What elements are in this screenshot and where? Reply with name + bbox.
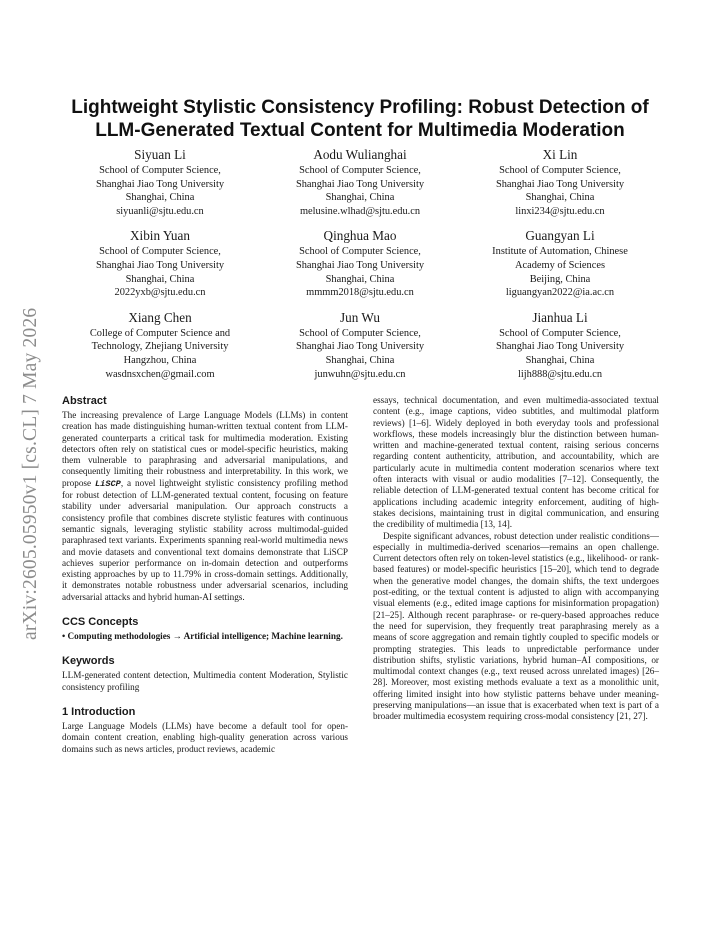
author-card	[60, 147, 260, 218]
author-affiliation: College of Computer Science and	[89, 327, 231, 339]
author-row	[60, 310, 660, 381]
author-block	[60, 147, 660, 391]
introduction-paragraph: Despite significant advances, robust detection under realistic conditions—especially in multimedia-derived scenarios—remains an open challenge. Current detectors often rely on token-level statistics (e.g., likelihood- or rank-based features) or model-specific heuristics [15–20], which tend to degrade when the generative model changes, the domain shifts, the text undergoes post-editing, or the textual content is adjusted to align with accompanying visual elements (e.g., edited image captions for misinformation propagation) [21–25]. Although recent paraphrase- or re-query-based approaches reduce the need for supervision, they frequently treat paraphrasing merely as a means of score aggregation and remain tightly coupled to specific models or prompting strategies. This leads to unpredictable performance under distribution shifts, stylistic variations, hybrid human–AI compositions, or multimodal context changes (e.g., text reused across unrelated images) [26–28]. Moreover, most existing methods evaluate a text as a monolithic unit, offering limited insight into how stylistic patterns behave under meaning-preserving manipulations—an issue that is exacerbated when text is part of a broader multimedia ecosystem requiring cross-modal consistency [21, 27].	[373, 530, 659, 722]
introduction-heading: 1 Introduction	[62, 705, 136, 718]
author-card	[460, 147, 660, 218]
author-row	[60, 228, 660, 299]
author-location: Shanghai, China	[325, 354, 395, 366]
author-location: Shanghai, China	[525, 192, 595, 204]
author-name: Siyuan Li	[134, 147, 186, 162]
author-affiliation: Shanghai Jiao Tong University	[295, 341, 425, 353]
author-card	[260, 228, 460, 299]
author-affiliation: Shanghai Jiao Tong University	[495, 178, 625, 190]
author-card	[260, 147, 460, 218]
author-name: Qinghua Mao	[323, 228, 397, 244]
author-email: melusine.wlhad@sjtu.edu.cn	[299, 205, 421, 217]
author-email: wasdnsxchen@gmail.com	[105, 368, 215, 380]
abstract-heading: Abstract	[62, 395, 107, 407]
author-affiliation: Academy of Sciences	[514, 259, 605, 271]
author-affiliation: School of Computer Science,	[299, 246, 421, 258]
author-affiliation: School of Computer Science,	[99, 246, 221, 258]
abstract-part-2: , a novel lightweight stylistic consistency profiling method for robust detection of LLM-generated textual content, focusing on feature stability under adversarial manipulation. Our approach constructs a consistency profile that combines discrete stylistic features with continuous semantic signals, leveraging stylistic stability across multimodal-guided paraphrased text variants. Experiments spanning real-world multimedia news and movie datasets and conventional text domains demonstrate that LiSCP achieves superior performance on in-domain detection and outperforms existing approaches by up to 11.79% in cross-domain settings. Additionally, it demonstrates notable robustness under adversarial scenarios, including adversarial attacks and hybrid human-AI settings.	[62, 477, 349, 602]
paper-title	[40, 96, 680, 142]
author-email: siyuanli@sjtu.edu.cn	[116, 205, 204, 217]
author-card	[460, 310, 660, 381]
author-name: Xi Lin	[542, 147, 578, 162]
author-affiliation: Shanghai Jiao Tong University	[495, 341, 625, 353]
author-location: Shanghai, China	[325, 273, 395, 285]
author-email: linxi234@sjtu.edu.cn	[515, 205, 605, 217]
author-affiliation: Shanghai Jiao Tong University	[295, 259, 425, 271]
author-email: liguangyan2022@ia.ac.cn	[505, 287, 615, 299]
author-email: mmmm2018@sjtu.edu.cn	[306, 287, 414, 299]
ccs-concepts: • Computing methodologies → Artificial intelligence; Machine learning.	[62, 631, 343, 642]
author-affiliation: Shanghai Jiao Tong University	[95, 178, 225, 190]
author-affiliation: School of Computer Science,	[99, 165, 221, 176]
introduction-text: Large Language Models (LLMs) have become a default tool for open-domain content creation, enabling high-quality generation across various domains such as news articles, product reviews, academic	[62, 720, 348, 754]
author-affiliation: School of Computer Science,	[299, 165, 421, 176]
ccs-heading: CCS Concepts	[62, 616, 139, 629]
author-affiliation: Shanghai Jiao Tong University	[295, 178, 425, 190]
author-name: Xiang Chen	[128, 309, 192, 325]
method-name: LiSCP	[95, 478, 121, 489]
author-card	[460, 228, 660, 299]
author-name: Jun Wu	[340, 309, 380, 325]
author-card	[60, 310, 260, 381]
title-line-2: LLM-Generated Textual Content for Multimedia Moderation	[95, 120, 625, 141]
author-location: Shanghai, China	[325, 192, 395, 204]
keywords-text: LLM-generated content detection, Multimedia content Moderation, Stylistic consistency profiling	[62, 670, 348, 692]
author-location: Shanghai, China	[125, 192, 195, 204]
introduction-paragraph: essays, technical documentation, and even multimedia-associated textual content (e.g., image captions, video subtitles, and multimodal platform reviews) [1–6]. Widely deployed in both everyday tools and professional workflows, these models increasingly blur the distinction between human-written and machine-generated textual content, raising serious concerns regarding content authenticity, attribution, and accountability, which are particularly acute in multimedia content moderation scenarios where text often interacts with visual or audio modalities [7–12]. Consequently, the reliable detection of LLM-generated textual content has become critical for applications including academic integrity enforcement, auditing of high-stakes decisions, maintaining trust in digital communication, and ensuring the credibility of multimedia [13, 14].	[373, 395, 659, 530]
abstract-part-1: The increasing prevalence of Large Language Models (LLMs) in content creation has made distinguishing human-written textual content from LLM-generated counterparts a critical task for multimedia moderation. Existing detectors often rely on statistical cues or model-specific heuristics, making them vulnerable to paraphrasing and adversarial manipulations, and consequently limiting their robustness and interpretability. In this work, we propose	[62, 410, 348, 488]
author-name: Guangyan Li	[525, 228, 595, 244]
author-affiliation: School of Computer Science,	[499, 327, 621, 339]
author-email: lijh888@sjtu.edu.cn	[517, 368, 603, 380]
author-location: Shanghai, China	[125, 273, 195, 285]
author-name: Xibin Yuan	[130, 228, 190, 244]
author-affiliation: Technology, Zhejiang University	[91, 341, 229, 353]
author-row	[60, 147, 660, 218]
author-affiliation: School of Computer Science,	[499, 165, 621, 176]
author-name: Aodu Wulianghai	[313, 147, 407, 162]
author-email: junwuhn@sjtu.edu.cn	[314, 368, 406, 380]
author-affiliation: Shanghai Jiao Tong University	[95, 259, 225, 271]
author-location: Shanghai, China	[525, 354, 595, 366]
abstract-text	[62, 410, 348, 603]
author-affiliation: Institute of Automation, Chinese	[492, 246, 628, 258]
author-email: 2022yxb@sjtu.edu.cn	[114, 287, 206, 299]
author-location: Beijing, China	[529, 273, 591, 285]
author-name: Jianhua Li	[532, 309, 588, 325]
left-column	[62, 394, 348, 755]
author-location: Hangzhou, China	[123, 354, 197, 366]
title-line-1: Lightweight Stylistic Consistency Profiling: Robust Detection of	[71, 97, 649, 118]
author-card	[260, 310, 460, 381]
author-card	[60, 228, 260, 299]
keywords-heading: Keywords	[62, 655, 115, 668]
arxiv-identifier: arXiv:2605.05950v1 [cs.CL] 7 May 2026	[20, 307, 41, 640]
right-column	[373, 395, 659, 723]
author-affiliation: School of Computer Science,	[299, 327, 421, 339]
